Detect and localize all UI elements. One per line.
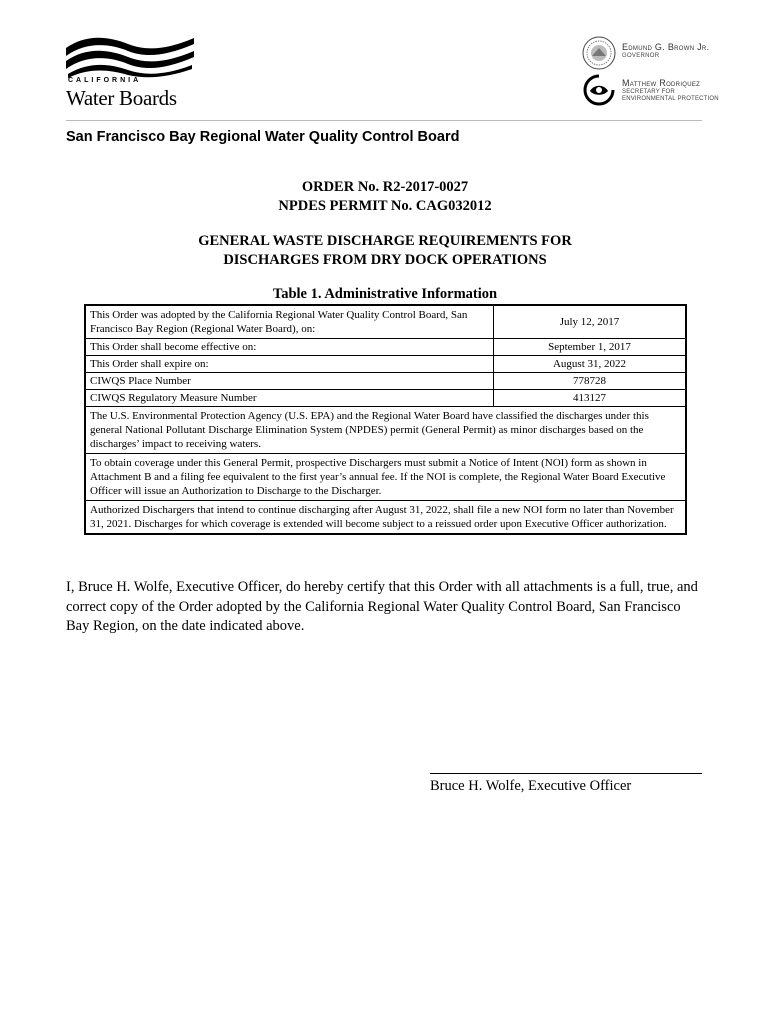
table-note-row [85,407,686,454]
row-label: This Order shall expire on: [85,356,494,373]
water-boards-logo [66,34,196,110]
table-row [85,373,686,390]
row-value: September 1, 2017 [494,339,687,356]
logo-state-text: CALIFORNIA [68,77,142,84]
table-row [85,305,686,339]
table-note-row [85,501,686,535]
governor-title: GOVERNOR [622,53,660,59]
certification-statement: I, Bruce H. Wolfe, Executive Officer, do hereby certify that this Order with all attachments is a full, true, and correct copy of the Order adopted by the California Regional Water Quality Control Board, San Francisco Bay Region, on the date indicated above. [66,579,698,634]
row-label: This Order was adopted by the California Regional Water Quality Control Board, San Francisco Bay Region (Regional Water Board), on: [85,305,494,339]
signature-line [430,773,702,774]
signature-block: Bruce H. Wolfe, Executive Officer [430,778,632,794]
table-title: Table 1. Administrative Information [272,286,498,302]
document-title-line-1: GENERAL WASTE DISCHARGE REQUIREMENTS FOR [198,233,572,249]
table-row [85,339,686,356]
table-note: To obtain coverage under this General Permit, prospective Dischargers must submit a Notice of Intent (NOI) form as shown in Attachment B and a filing fee equivalent to the first year’s annual fee. If the NOI is complete, the Regional Water Board Executive Officer will issue an Authorization to Discharge to the Discharger. [85,454,686,501]
calepa-logo-icon [582,74,616,106]
table-row [85,356,686,373]
row-label: CIWQS Place Number [85,373,494,390]
row-value: 413127 [494,390,687,407]
row-value: 778728 [494,373,687,390]
table-note-row [85,454,686,501]
waves-icon [66,34,196,78]
order-number: ORDER No. R2-2017-0027 [301,179,469,195]
secretary-title: SECRETARY FOR ENVIRONMENTAL PROTECTION [622,89,719,102]
board-name: San Francisco Bay Regional Water Quality Control Board [66,129,460,145]
document-title-line-2: DISCHARGES FROM DRY DOCK OPERATIONS [223,252,547,268]
permit-number: NPDES PERMIT No. CAG032012 [278,198,492,214]
table-row [85,390,686,407]
header-divider [66,120,702,121]
row-label: CIWQS Regulatory Measure Number [85,390,494,407]
table-note: The U.S. Environmental Protection Agency (U.S. EPA) and the Regional Water Board have classified the discharges under this general National Pollutant Discharge Elimination System (NPDES) permit (General Permit) as minor discharges based on the discharges’ impact to receiving waters. [85,407,686,454]
secretary-name: Matthew Rodriquez [622,78,701,88]
state-seal-icon [582,36,616,70]
administrative-info-table [84,304,687,535]
row-label: This Order shall become effective on: [85,339,494,356]
table-note: Authorized Dischargers that intend to continue discharging after August 31, 2022, shall file a new NOI form no later than November 31, 2021. Discharges for which coverage is extended will become subject to a reissued order upon Executive Officer authorization. [85,501,686,535]
row-value: July 12, 2017 [494,305,687,339]
row-value: August 31, 2022 [494,356,687,373]
logo-name: Water Boards [66,86,177,110]
governor-name: Edmund G. Brown Jr. [622,42,710,52]
